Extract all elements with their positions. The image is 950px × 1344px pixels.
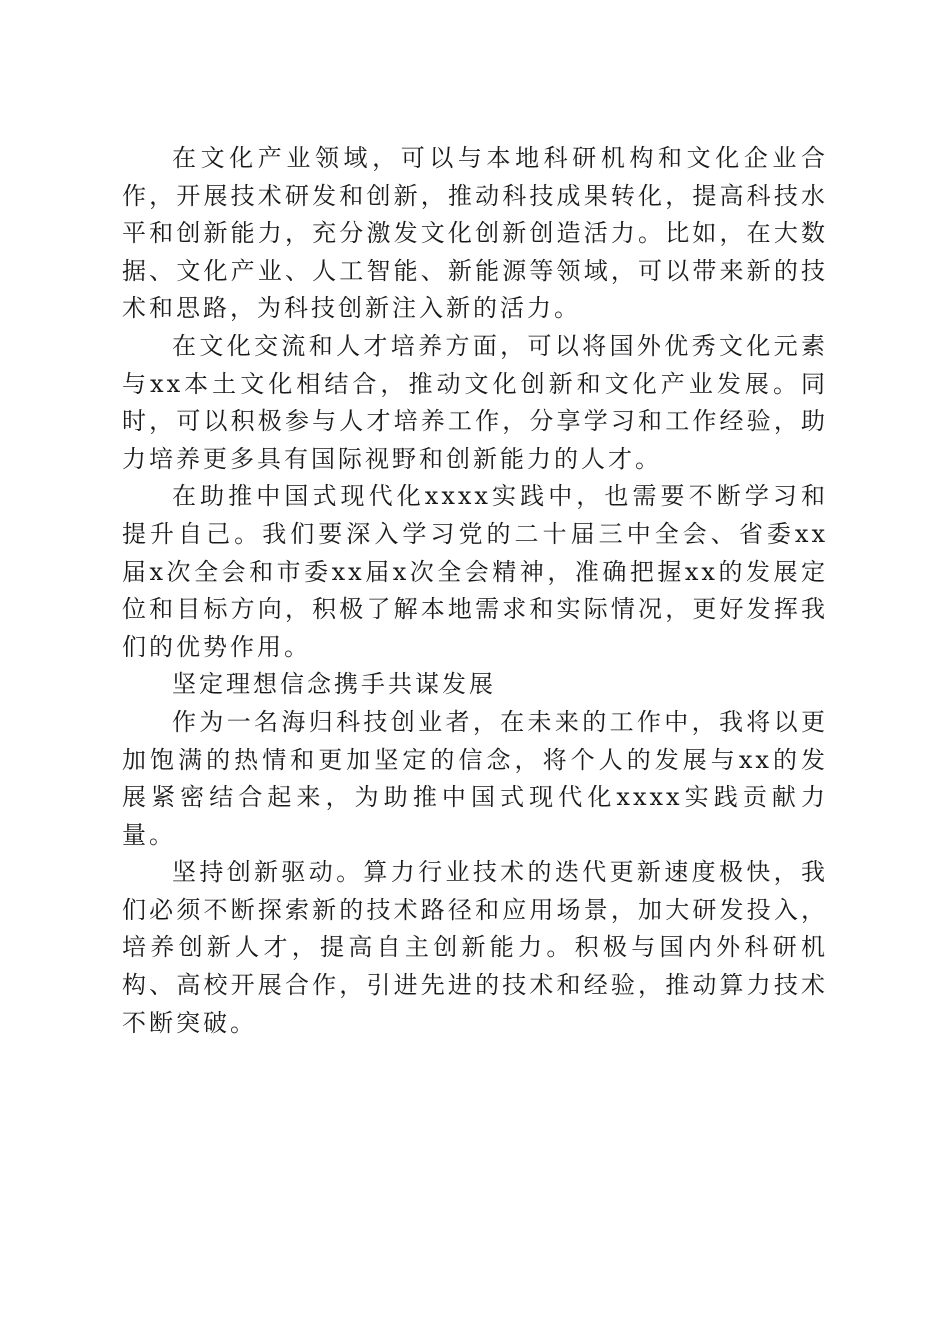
paragraph-innovation-drive: 坚持创新驱动。算力行业技术的迭代更新速度极快，我们必须不断探索新的技术路径和应用场景，加大研发投入，培养创新人才，提高自主创新能力。积极与国内外科研机构、高校开展合作，引进先进的技术和经验，推动算力技术不断突破。: [122, 858, 828, 1037]
document-body: [122, 140, 828, 1042]
paragraph-culture-industry: 在文化产业领域，可以与本地科研机构和文化企业合作，开展技术研发和创新，推动科技成果转化，提高科技水平和创新能力，充分激发文化创新创造活力。比如，在大数据、文化产业、人工智能、新能源等领域，可以带来新的技术和思路，为科技创新注入新的活力。: [122, 144, 828, 323]
paragraph-self-improvement: 在助推中国式现代化xxxx实践中，也需要不断学习和提升自己。我们要深入学习党的二十届三中全会、省委xx届x次全会和市委xx届x次全会精神，准确把握xx的发展定位和目标方向，积极了解本地需求和实际情况，更好发挥我们的优势作用。: [122, 482, 828, 661]
section-heading: 坚定理想信念携手共谋发展: [172, 670, 496, 699]
paragraph-culture-exchange: 在文化交流和人才培养方面，可以将国外优秀文化元素与xx本土文化相结合，推动文化创新和文化产业发展。同时，可以积极参与人才培养工作，分享学习和工作经验，助力培养更多具有国际视野和创新能力的人才。: [122, 331, 828, 473]
paragraph-entrepreneur-commitment: 作为一名海归科技创业者，在未来的工作中，我将以更加饱满的热情和更加坚定的信念，将个人的发展与xx的发展紧密结合起来，为助推中国式现代化xxxx实践贡献力量。: [122, 707, 828, 849]
